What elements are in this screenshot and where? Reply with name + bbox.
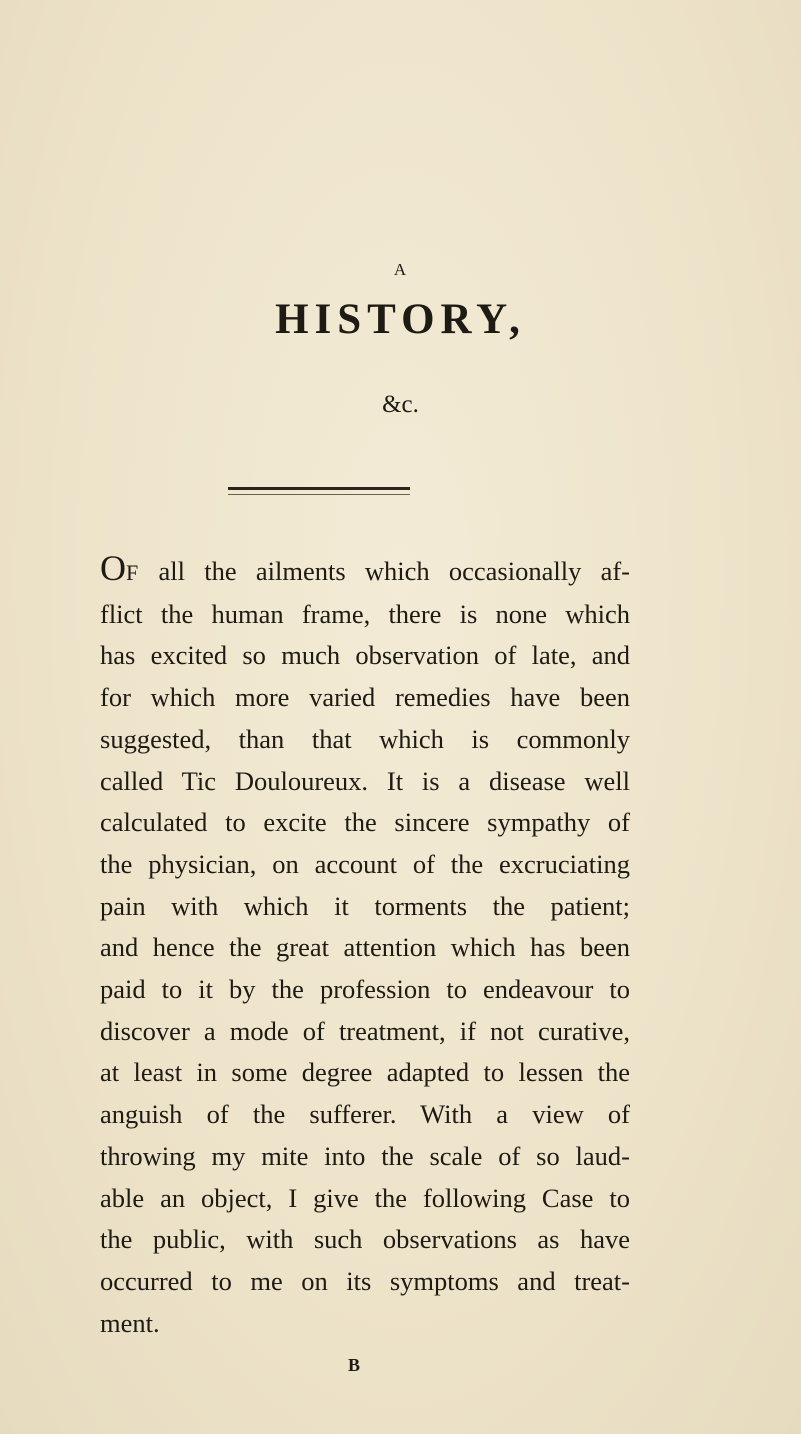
- decorative-rule-thin: [228, 494, 410, 495]
- paragraph-line: has excited so much observation of late, and: [100, 640, 630, 671]
- paragraph-line: the physician, on account of the excruciating: [100, 848, 630, 879]
- paragraph-line: called Tic Douloureux. It is a disease well: [100, 765, 630, 796]
- line-text: all the ailments which occasionally af-: [139, 556, 630, 586]
- paragraph-line: flict the human frame, there is none which: [100, 598, 630, 629]
- paragraph-line: the public, with such observations as have: [100, 1224, 630, 1255]
- body-paragraph: [100, 548, 630, 1344]
- heading-article: A: [393, 260, 408, 279]
- paragraph-line: discover a mode of treatment, if not curative,: [100, 1015, 630, 1046]
- paragraph-line: and hence the great attention which has been: [100, 932, 630, 963]
- signature-mark: B: [348, 1355, 361, 1375]
- paragraph-line: at least in some degree adapted to lessen the: [100, 1057, 630, 1088]
- paragraph-line: paid to it by the profession to endeavour to: [100, 974, 630, 1005]
- page-title: HISTORY,: [275, 296, 526, 343]
- opening-initial: O: [100, 548, 126, 588]
- paragraph-line: suggested, than that which is commonly: [100, 723, 630, 754]
- paragraph-line: calculated to excite the sincere sympathy of: [100, 807, 630, 838]
- opening-small-caps: F: [126, 560, 140, 585]
- paragraph-line: throwing my mite into the scale of so laud-: [100, 1140, 630, 1171]
- paragraph-line: able an object, I give the following Case to: [100, 1182, 630, 1213]
- paragraph-line: ment.: [100, 1307, 160, 1338]
- paragraph-line: pain with which it torments the patient;: [100, 890, 630, 921]
- paragraph-line: occurred to me on its symptoms and treat-: [100, 1265, 630, 1296]
- paragraph-line: for which more varied remedies have been: [100, 682, 630, 713]
- paragraph-line: anguish of the sufferer. With a view of: [100, 1099, 630, 1130]
- paragraph-line: [100, 548, 630, 594]
- heading-etc: &c.: [382, 391, 419, 418]
- decorative-rule: [228, 487, 410, 490]
